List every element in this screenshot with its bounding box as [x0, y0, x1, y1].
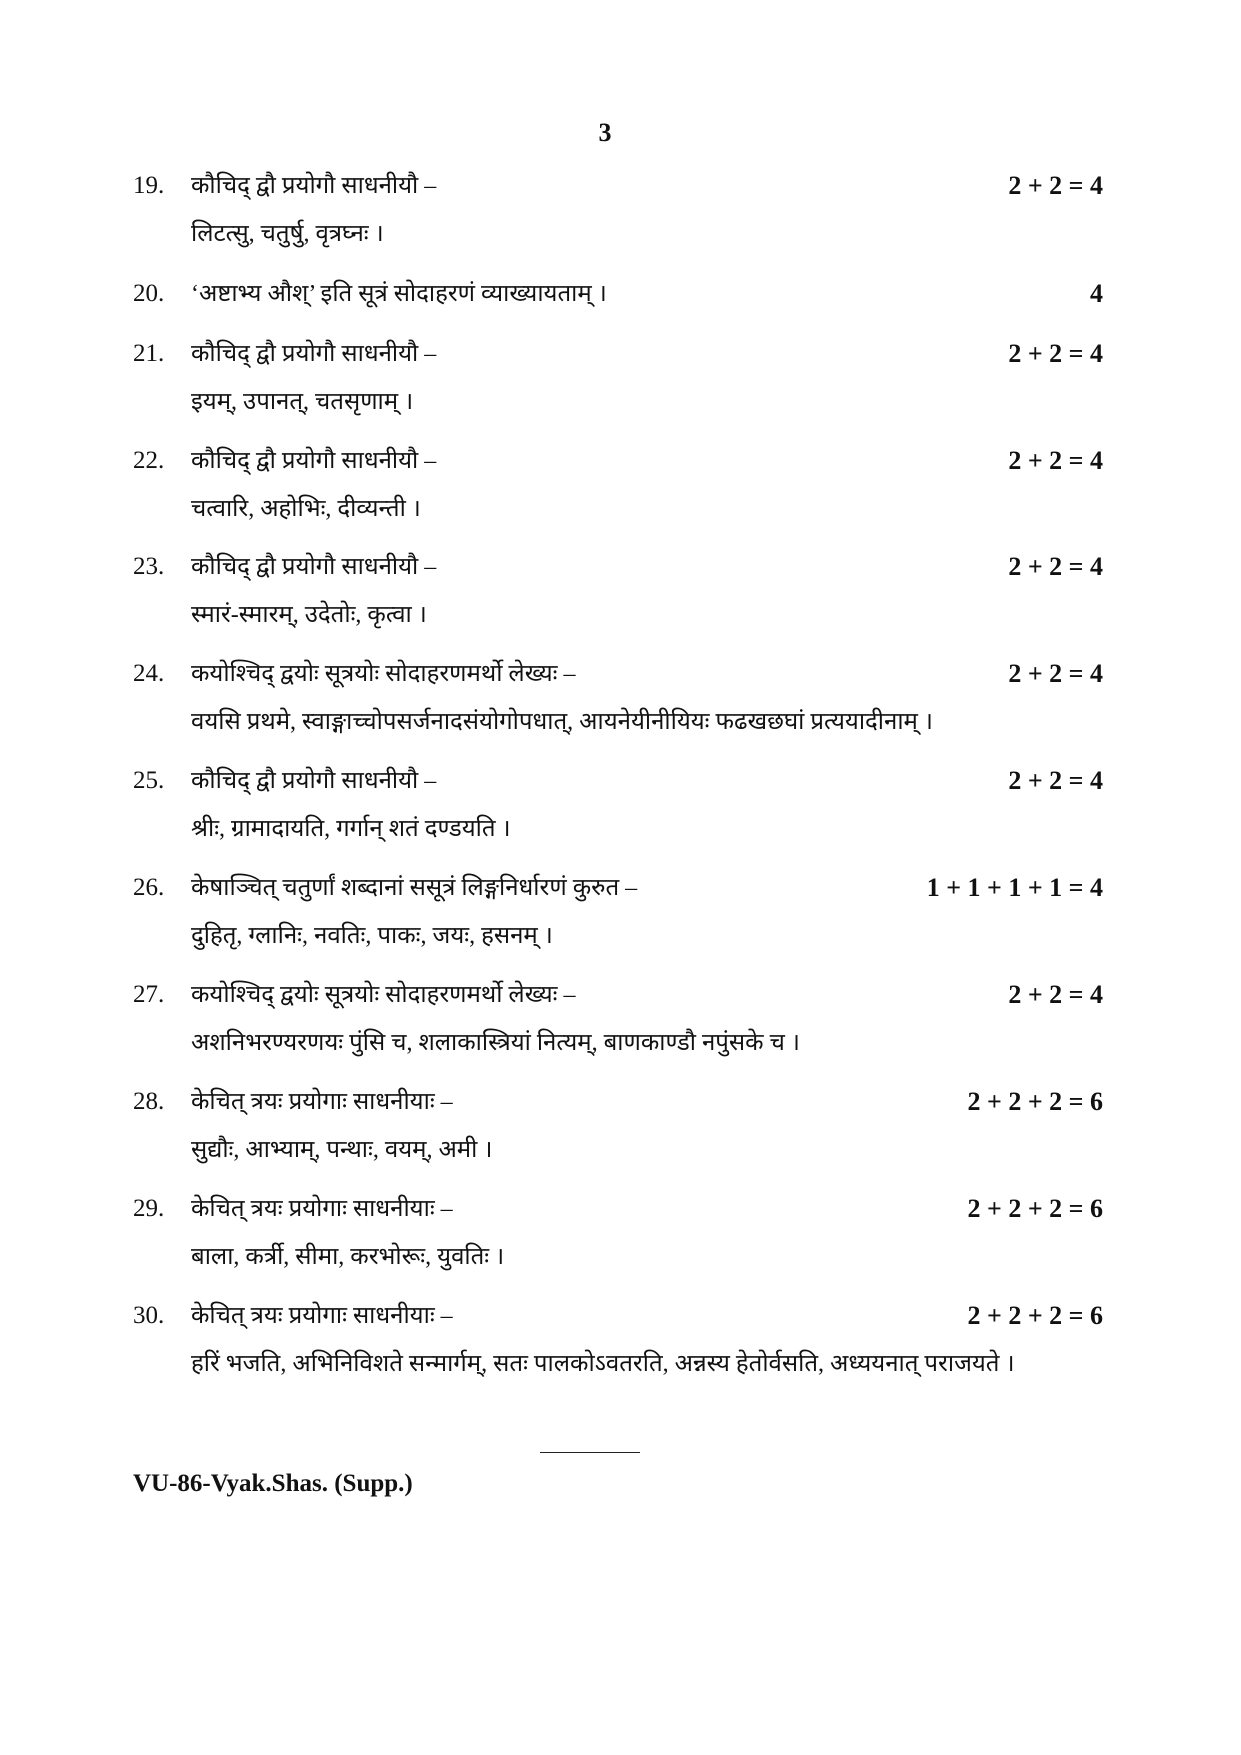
question-27	[133, 975, 1103, 1065]
question-marks: 2 + 2 = 4	[1008, 446, 1103, 475]
question-25	[133, 761, 1103, 851]
question-marks: 2 + 2 = 4	[1008, 339, 1103, 368]
question-prompt: कौचिद् द्वौ प्रयोगौ साधनीयौ –	[191, 173, 437, 199]
question-prompt: केषाञ्चित् चतुर्णां शब्दानां ससूत्रं लिङ्गनिर्धारणं कुरुत –	[191, 875, 638, 901]
question-24	[133, 654, 1103, 744]
question-number: 25.	[133, 767, 165, 794]
end-divider	[540, 1452, 640, 1453]
question-number: 24.	[133, 660, 165, 687]
question-marks: 2 + 2 = 4	[1008, 171, 1103, 200]
question-number: 19.	[133, 172, 165, 199]
question-items: श्रीः, ग्रामादायति, गर्गान् शतं दण्डयति ।	[191, 816, 511, 842]
question-21	[133, 334, 1103, 424]
question-marks: 2 + 2 = 4	[1008, 552, 1103, 581]
question-22	[133, 441, 1103, 531]
question-29	[133, 1189, 1103, 1279]
question-20	[133, 274, 1103, 314]
question-number: 21.	[133, 340, 165, 367]
question-marks: 2 + 2 + 2 = 6	[967, 1087, 1103, 1116]
question-number: 28.	[133, 1088, 165, 1115]
question-marks: 2 + 2 = 4	[1008, 659, 1103, 688]
question-marks: 2 + 2 = 4	[1008, 766, 1103, 795]
question-marks: 1 + 1 + 1 + 1 = 4	[926, 873, 1103, 902]
question-number: 27.	[133, 981, 165, 1008]
question-number: 23.	[133, 553, 165, 580]
question-30	[133, 1296, 1103, 1386]
question-items: स्मारं-स्मारम्, उदेतोः, कृत्वा ।	[191, 602, 427, 628]
question-prompt: कौचिद् द्वौ प्रयोगौ साधनीयौ –	[191, 768, 437, 794]
question-prompt: कौचिद् द्वौ प्रयोगौ साधनीयौ –	[191, 448, 437, 474]
question-number: 20.	[133, 280, 165, 307]
question-prompt: केचित् त्रयः प्रयोगाः साधनीयाः –	[191, 1089, 453, 1115]
question-items: चत्वारि, अहोभिः, दीव्यन्ती ।	[191, 496, 421, 522]
question-items: बाला, कर्त्री, सीमा, करभोरूः, युवतिः ।	[191, 1244, 505, 1270]
question-marks: 2 + 2 = 4	[1008, 980, 1103, 1009]
question-prompt: कौचिद् द्वौ प्रयोगौ साधनीयौ –	[191, 554, 437, 580]
question-prompt: ‘अष्टाभ्य औश्’ इति सूत्रं सोदाहरणं व्याख्यायताम् ।	[191, 281, 607, 307]
question-28	[133, 1082, 1103, 1172]
question-items: वयसि प्रथमे, स्वाङ्गाच्चोपसर्जनादसंयोगोपधात्, आयनेयीनीयियः फढखछघां प्रत्ययादीनाम् ।	[191, 709, 934, 735]
question-number: 29.	[133, 1195, 165, 1222]
question-19	[133, 166, 1103, 256]
question-marks: 4	[1090, 279, 1103, 308]
question-items: दुहितृ, ग्लानिः, नवतिः, पाकः, जयः, हसनम् ।	[191, 923, 553, 949]
question-prompt: केचित् त्रयः प्रयोगाः साधनीयाः –	[191, 1303, 453, 1329]
question-26	[133, 868, 1103, 958]
question-prompt: कौचिद् द्वौ प्रयोगौ साधनीयौ –	[191, 341, 437, 367]
question-items: लिटत्सु, चतुर्षु, वृत्रघ्नः ।	[191, 221, 384, 247]
question-prompt: केचित् त्रयः प्रयोगाः साधनीयाः –	[191, 1196, 453, 1222]
question-prompt: कयोश्चिद् द्वयोः सूत्रयोः सोदाहरणमर्थो लेख्यः –	[191, 661, 576, 687]
question-prompt: कयोश्चिद् द्वयोः सूत्रयोः सोदाहरणमर्थो लेख्यः –	[191, 982, 576, 1008]
question-items: हरिं भजति, अभिनिविशते सन्मार्गम्, सतः पालकोऽवतरति, अन्नस्य हेतोर्वसति, अध्ययनात् पराजयते ।	[191, 1351, 1015, 1377]
paper-code-footer: VU-86-Vyak.Shas. (Supp.)	[133, 1470, 413, 1497]
question-items: अशनिभरण्यरणयः पुंसि च, शलाकास्त्रियां नित्यम्, बाणकाण्डौ नपुंसके च ।	[191, 1030, 800, 1056]
question-23	[133, 547, 1103, 637]
question-number: 22.	[133, 447, 165, 474]
question-marks: 2 + 2 + 2 = 6	[967, 1194, 1103, 1223]
page-number: 3	[598, 118, 612, 147]
question-items: इयम्, उपानत्, चतसृणाम् ।	[191, 389, 414, 415]
question-number: 30.	[133, 1302, 165, 1329]
question-number: 26.	[133, 874, 165, 901]
question-items: सुद्यौः, आभ्याम्, पन्थाः, वयम्, अमी ।	[191, 1137, 493, 1163]
question-marks: 2 + 2 + 2 = 6	[967, 1301, 1103, 1330]
